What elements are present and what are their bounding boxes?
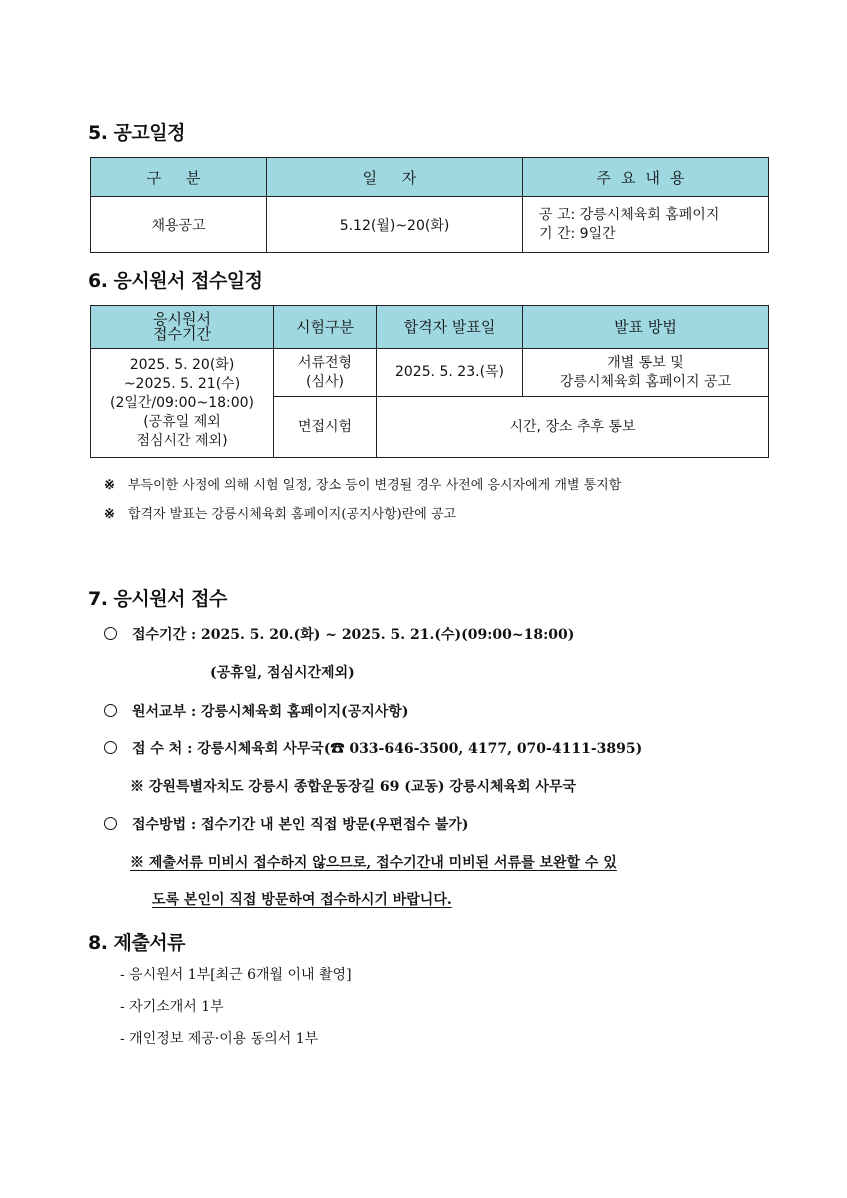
cell-category: 채용공고 (91, 197, 267, 253)
cell-content (523, 197, 769, 253)
form-distribution (104, 701, 408, 721)
header-date: 일 자 (267, 158, 523, 197)
period-line: (2일간/09:00~18:00) (109, 394, 255, 411)
warning-line: 도록 본인이 직접 방문하여 접수하시기 바랍니다. (152, 892, 452, 908)
receipt-method (104, 814, 469, 834)
header-line: 응시원서 (153, 310, 211, 328)
exam-line: (심사) (306, 373, 344, 390)
warning-line: ※ 제출서류 미비시 접수하지 않으므로, 접수기간내 미비된 서류를 보완할 수 있 (130, 855, 617, 871)
table-header-row (91, 306, 769, 349)
content-line: 기 간: 9일간 (539, 225, 616, 242)
section-8-title: 8. 제출서류 (88, 932, 185, 954)
cell-exam-type (274, 349, 377, 397)
section-5-title: 5. 공고일정 (88, 122, 185, 144)
bullet-circle-icon (104, 627, 126, 640)
method-line: 강릉시체육회 홈페이지 공고 (559, 373, 732, 390)
period-line: 2025. 5. 20(화) (129, 356, 235, 373)
section-6-title: 6. 응시원서 접수일정 (88, 270, 263, 292)
note-mark: ※ (104, 478, 115, 493)
header-category: 구 분 (91, 158, 267, 197)
header-line: 접수기간 (153, 325, 211, 343)
header-period (91, 306, 274, 349)
bullet-circle-icon (104, 741, 126, 754)
cell-announce-date: 2025. 5. 23.(목) (377, 349, 523, 397)
application-schedule-table (90, 305, 769, 458)
table-row (91, 349, 769, 397)
list-item: - 자기소개서 1부 (120, 999, 224, 1015)
table-header-row (91, 158, 769, 197)
schedule-note (104, 474, 621, 493)
method-line: 개별 통보 및 (607, 354, 684, 371)
cell-interview-note: 시간, 장소 추후 통보 (377, 397, 769, 458)
announcement-schedule-table (90, 157, 769, 253)
cell-date: 5.12(월)~20(화) (267, 197, 523, 253)
header-announce-date: 합격자 발표일 (377, 306, 523, 349)
note-text: 부득이한 사정에 의해 시험 일정, 장소 등이 변경될 경우 사전에 응시자에게 개별 통지함 (128, 478, 622, 493)
cell-announce-method (523, 349, 769, 397)
header-content: 주요내용 (523, 158, 769, 197)
receipt-period-text: 접수기간 : 2025. 5. 20.(화) ~ 2025. 5. 21.(수)(09:00~18:00) (132, 627, 575, 643)
table-row (91, 197, 769, 253)
receipt-place (104, 738, 642, 758)
schedule-note (104, 503, 456, 522)
period-line: ~2025. 5. 21(수) (123, 375, 241, 392)
note-mark: ※ (104, 507, 115, 522)
header-exam-type: 시험구분 (274, 306, 377, 349)
content-line: 공 고: 강릉시체육회 홈페이지 (539, 206, 720, 223)
cell-period (91, 349, 274, 458)
receipt-period-sub: (공휴일, 점심시간제외) (210, 665, 355, 681)
list-item: - 응시원서 1부[최근 6개월 이내 촬영] (120, 967, 352, 983)
period-line: 점심시간 제외) (136, 432, 228, 449)
period-line: (공휴일 제외 (143, 413, 221, 430)
receipt-method-text: 접수방법 : 접수기간 내 본인 직접 방문(우편접수 불가) (132, 817, 469, 833)
section-7-title: 7. 응시원서 접수 (88, 588, 227, 610)
receipt-place-text: 접 수 처 : 강릉시체육회 사무국(☎ 033-646-3500, 4177, 070-4111-3895) (132, 741, 643, 757)
receipt-period (104, 624, 574, 644)
note-text: 합격자 발표는 강릉시체육회 홈페이지(공지사항)란에 공고 (128, 507, 457, 522)
exam-line: 서류전형 (297, 354, 353, 371)
form-distribution-text: 원서교부 : 강릉시체육회 홈페이지(공지사항) (132, 704, 409, 720)
cell-exam-type: 면접시험 (274, 397, 377, 458)
office-address: ※ 강원특별자치도 강릉시 종합운동장길 69 (교동) 강릉시체육회 사무국 (130, 779, 576, 795)
bullet-circle-icon (104, 817, 126, 830)
list-item: - 개인정보 제공·이용 동의서 1부 (120, 1031, 319, 1047)
header-announce-method: 발표 방법 (523, 306, 769, 349)
bullet-circle-icon (104, 704, 126, 717)
